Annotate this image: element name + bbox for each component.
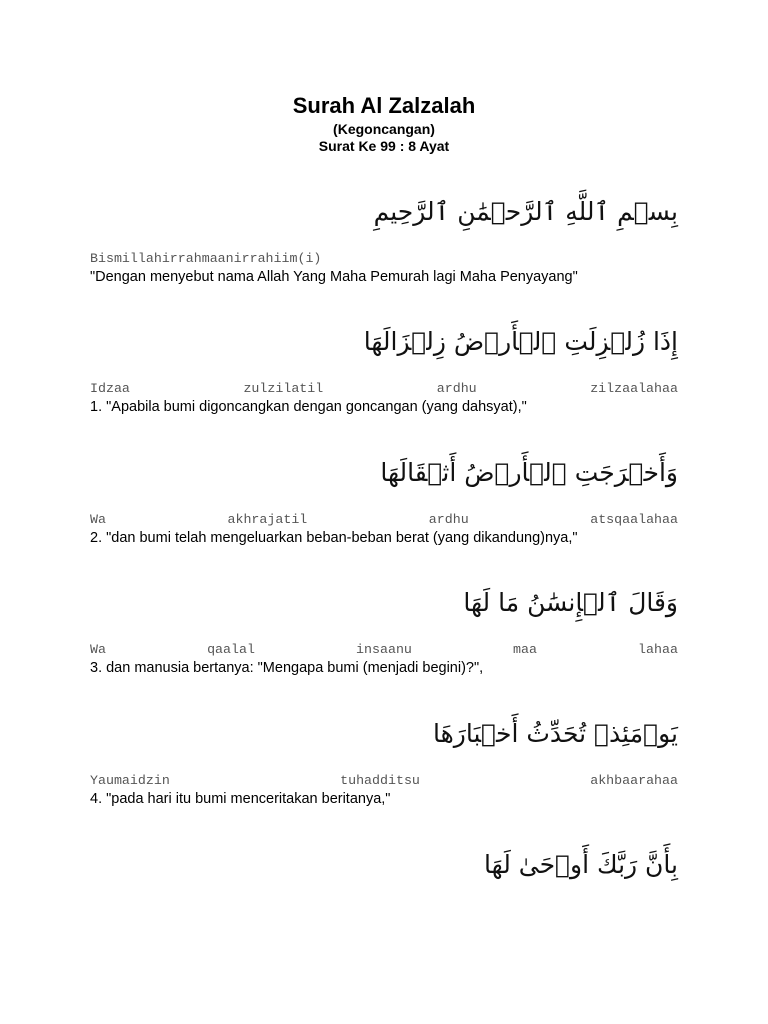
- page-subtitle: (Kegoncangan): [333, 121, 435, 137]
- transliteration-word: Yaumaidzin: [90, 773, 170, 788]
- transliteration-word: insaanu: [356, 642, 412, 657]
- translation: 3. dan manusia bertanya: "Mengapa bumi (menjadi begini)?",: [90, 660, 484, 676]
- arabic-text: يَوۡمَئِذٖ تُحَدِّثُ أَخۡبَارَهَا: [432, 719, 678, 748]
- transliteration: [90, 380, 678, 397]
- transliteration: [90, 772, 678, 789]
- arabic-text: وَأَخۡرَجَتِ ٱلۡأَرۡضُ أَثۡقَالَهَا: [380, 458, 678, 487]
- transliteration-word: Wa: [90, 642, 106, 657]
- transliteration-word: maa: [513, 642, 537, 657]
- translation: "Dengan menyebut nama Allah Yang Maha Pemurah lagi Maha Penyayang": [90, 269, 578, 285]
- transliteration-word: ardhu: [428, 512, 469, 527]
- arabic-text: بِسۡمِ ٱللَّهِ ٱلرَّحۡمَٰنِ ٱلرَّحِيمِ: [373, 197, 678, 226]
- arabic-text: وَقَالَ ٱلۡإِنسَٰنُ مَا لَهَا: [463, 588, 678, 617]
- transliteration-word: zilzaalahaa: [590, 381, 678, 396]
- verse-block: [90, 453, 678, 547]
- transliteration-word: ardhu: [436, 381, 477, 396]
- transliteration-word: tuhadditsu: [340, 773, 420, 788]
- transliteration-word: lahaa: [638, 642, 678, 657]
- transliteration-word: akhrajatil: [227, 512, 308, 527]
- verse-block: [90, 845, 678, 885]
- transliteration-word: Bismillahirrahmaanirrahiim(i): [90, 251, 322, 266]
- verse-block: [90, 192, 678, 286]
- transliteration-word: Idzaa: [90, 381, 130, 396]
- transliteration: [90, 641, 678, 658]
- transliteration-word: Wa: [90, 512, 106, 527]
- translation: 1. "Apabila bumi digoncangkan dengan goncangan (yang dahsyat),": [90, 399, 527, 415]
- arabic-text: إِذَا زُلۡزِلَتِ ٱلۡأَرۡضُ زِلۡزَالَهَا: [363, 327, 678, 356]
- surah-info: Surat Ke 99 : 8 Ayat: [318, 138, 450, 154]
- translation: 2. "dan bumi telah mengeluarkan beban-beban berat (yang dikandung)nya,": [90, 530, 578, 546]
- transliteration-word: qaalal: [207, 642, 255, 657]
- page-title: Surah Al Zalzalah: [292, 93, 476, 118]
- verse-block: [90, 583, 678, 677]
- transliteration-word: atsqaalahaa: [590, 512, 678, 527]
- verse-block: [90, 322, 678, 416]
- transliteration: [90, 250, 678, 267]
- transliteration: [90, 511, 678, 528]
- transliteration-word: akhbaarahaa: [590, 773, 678, 788]
- verse-block: [90, 714, 678, 808]
- transliteration-word: zulzilatil: [243, 381, 324, 396]
- arabic-text: بِأَنَّ رَبَّكَ أَوۡحَىٰ لَهَا: [484, 850, 678, 879]
- translation: 4. "pada hari itu bumi menceritakan beritanya,": [90, 791, 391, 807]
